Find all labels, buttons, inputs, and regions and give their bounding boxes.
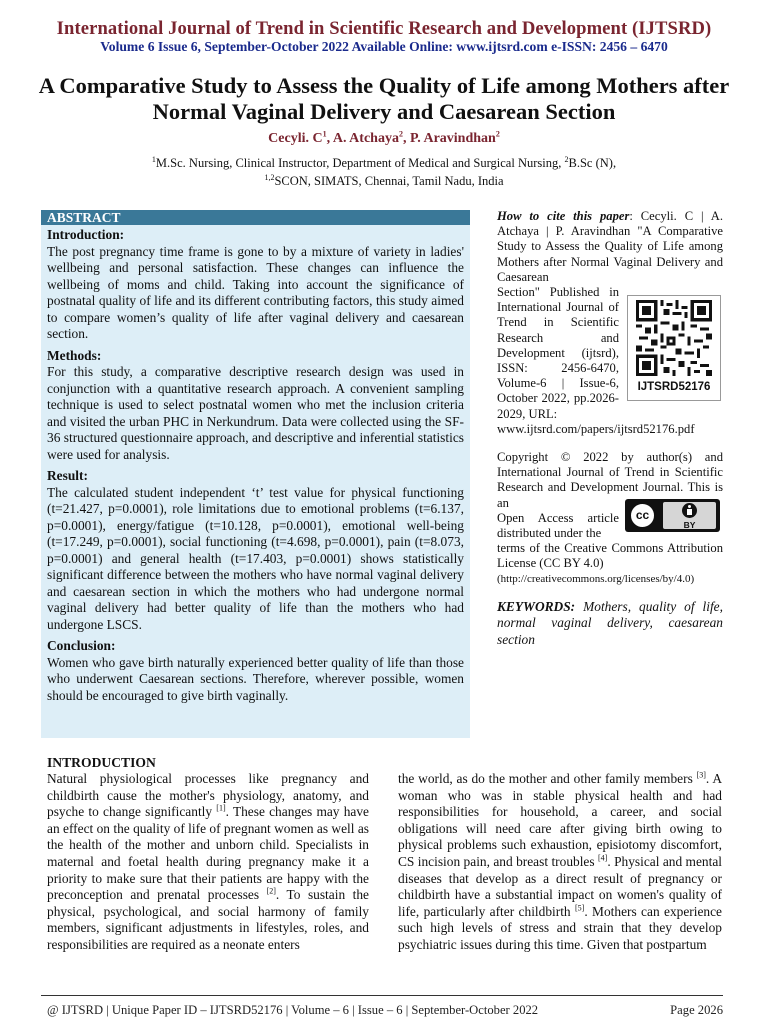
affil-text: SCON, SIMATS, Chennai, Tamil Nadu, India (274, 174, 504, 188)
author-sep: , (402, 131, 410, 146)
abstract-conclusion-label: Conclusion: (47, 638, 116, 653)
citation-url[interactable]: www.ijtsrd.com/papers/ijtsrd52176.pdf (497, 421, 695, 436)
author-sep: , (326, 131, 333, 146)
footer-info: @ IJTSRD | Unique Paper ID – IJTSRD52176 | Volume – 6 | Issue – 6 | September-October 2022 (47, 1003, 539, 1017)
ref-2[interactable]: [2] (266, 886, 276, 896)
affil-text: M.Sc. Nursing, Clinical Instructor, Department of Medical and Surgical Nursing, (155, 156, 565, 170)
abstract-result: The calculated student independent ‘t’ test value for physical functioning (t=21.427, p=0.0001), role limitations due to emotional problems (t=6.137, p=0.0001), energy/fatigue (t=10.128, p=0.0001), emotional well-being (t=17.249, p=0.0001), social functioning (t=4.698, p=0.0001), pain (t=8.073, p=0.0001) and general health (t=17.403, p=0.0001) shows statistically significant difference between the mothers who have normal vaginal delivery and caesarean section in which the mothers who had undergone normal vaginal delivery had better quality of life than the mothers who had undergone LSCS. (47, 484, 464, 632)
citation-label: How to cite this paper (497, 209, 630, 223)
citation-text: : Cecyli. C | A. Atchaya | P. Aravindhan "A Comparative Study to Assess the Quality of Life among Mothers after Normal Vaginal Delivery and Caesarean (497, 209, 723, 284)
qr-label: IJTSRD52176 (637, 381, 711, 393)
citation-block (497, 209, 723, 437)
qr-code-icon (634, 300, 714, 376)
intro-text: . Physical and mental diseases that develop as a direct result of pregnancy or childbirth have a substantial impact on women's quality of life, particularly after childbirth (398, 853, 722, 919)
affiliation (60, 154, 708, 190)
copyright-text-narrow: Open Access article distributed under the (497, 510, 619, 541)
copyright-block (497, 450, 723, 587)
copyright-text: Copyright © 2022 by author(s) and International Journal of Trend in Scientific Research and Development Journal. This is an (497, 450, 723, 510)
author-sup: 1 (322, 129, 327, 139)
affil-sup: 2 (564, 154, 569, 164)
keywords-label: KEYWORDS: (497, 598, 576, 614)
intro-text: . Mothers can experience such high levels of stress and strain that they develop psychiatric issues during this time. Given that postpartum (398, 903, 722, 952)
ref-3[interactable]: [3] (696, 770, 706, 780)
abstract-intro: The post pregnancy time frame is gone to by a mixture of variety in ladies' wellbeing and personal satisfaction. These changes can influence the wellbeing of moms and child. Taking into account the significance of postnatal quality of life and its different contributing factors, this study aimed to compare women’s quality of life after vaginal delivery and caesarean section. (47, 243, 464, 341)
author-name: P. Aravindhan (409, 131, 496, 146)
author-list (0, 131, 768, 147)
author-name: Cecyli. C (268, 131, 323, 146)
issue-line: Volume 6 Issue 6, September-October 2022 Available Online: www.ijtsrd.com e-ISSN: 2456 – 6470 (100, 39, 668, 54)
intro-text: Natural physiological processes like pregnancy and childbirth cause the mother's physiology, anatomy, and psyche to change significantly (47, 771, 369, 820)
abstract-intro-label: Introduction: (47, 227, 125, 242)
person-icon (682, 503, 697, 518)
ref-1[interactable]: [1] (216, 803, 226, 813)
citation-text-narrow: Section" Published in International Journal of Trend in Scientific Research and Development (ijtsrd), ISSN: 2456-6470, Volume-6 | Issue-6, October 2022, pp.2026-2029, URL: (497, 285, 619, 421)
keywords (497, 599, 723, 649)
keywords-text: Mothers, quality of life, normal vaginal delivery, caesarean section (497, 598, 723, 647)
abstract-body (47, 227, 464, 704)
journal-name: International Journal of Trend in Scientific Research and Development (IJTSRD) (56, 18, 712, 39)
author-name: A. Atchaya (332, 131, 399, 146)
cc-by-badge[interactable] (625, 499, 720, 532)
abstract-methods: For this study, a comparative descriptive research design was used in conjunction with a quantitative research approach. A convenient sampling technique is used to select postnatal women who met the inclusion criteria and visited the urban PHC in Nerkundrum. Data were collected using the SF-36 structured questionnaire approach, and descriptive and inferential statistics were used for analysis. (47, 364, 464, 462)
intro-right-column (398, 771, 722, 954)
abstract-conclusion: Women who gave birth naturally experienced better quality of life than those who underwent Caesarean sections. Therefore, wherever possible, women should be encouraged to give birth vaginally. (47, 654, 464, 703)
abstract-methods-label: Methods: (47, 347, 102, 363)
page-footer (47, 1003, 723, 1018)
abstract-heading: ABSTRACT (41, 210, 470, 225)
intro-left-column (47, 771, 369, 954)
ref-4[interactable]: [4] (598, 853, 608, 863)
qr-code-box (627, 295, 721, 401)
citation-column (497, 209, 723, 648)
copyright-text-2: terms of the Creative Commons Attribution License (CC BY 4.0) (497, 541, 723, 571)
license-url[interactable]: (http://creativecommons.org/licenses/by/4.0) (497, 572, 695, 585)
abstract-result-label: Result: (47, 468, 88, 483)
author-sup: 2 (495, 129, 500, 139)
by-label: BY (683, 520, 696, 531)
page-number: Page 2026 (670, 1003, 723, 1017)
affil-sup: 1 (151, 154, 156, 164)
affil-text: B.Sc (N), (568, 156, 617, 170)
intro-text: . To sustain the physical, psychological, and social harmony of family members, significant adjustments in lifestyles, roles, and responsibilities are required as a neonate enters (47, 887, 369, 952)
by-panel (663, 502, 716, 529)
affil-sup: 1,2 (264, 172, 275, 182)
cc-icon: cc (629, 502, 656, 529)
intro-text: . These changes may have an effect on the quality of life of pregnant women as well as the health of the mother and unborn child. Specialists in maternal and foetal health during pregnancy make it a priority to make sure that their patients are happy with the preconception and prenatal processes (47, 804, 369, 903)
intro-text: the world, as do the mother and other family members (398, 771, 693, 786)
paper-title: A Comparative Study to Assess the Quality of Life among Mothers after Normal Vaginal Delivery and Caesarean Section (38, 73, 730, 124)
author-sup: 2 (398, 129, 403, 139)
introduction-heading: INTRODUCTION (47, 755, 156, 770)
ref-5[interactable]: [5] (575, 903, 585, 913)
footer-divider (41, 995, 723, 996)
intro-text: . A woman who was in stable physical health and had responsibilities for household, a career, and social obligations will need care after giving birth owing to physical problems such exhaustion, episiotomy discomfort, CS incision pain, and breast troubles (398, 771, 722, 869)
